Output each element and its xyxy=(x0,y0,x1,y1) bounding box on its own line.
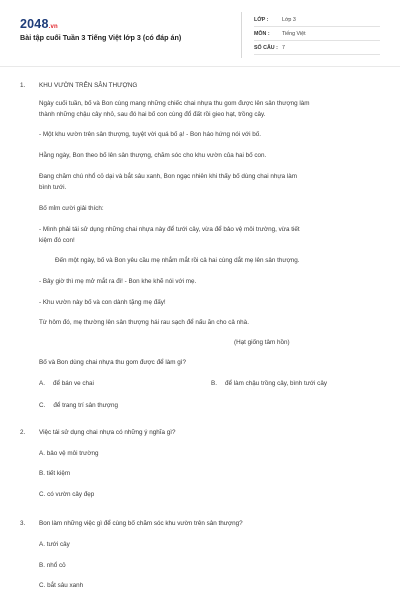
reading-line: - Một khu vườn trên sân thượng, tuyệt vời quá bố ạ! - Bon háo hứng nói với bố. xyxy=(39,131,262,138)
document-title: Bài tập cuối Tuần 3 Tiếng Việt lớp 3 (có đáp án) xyxy=(20,33,182,42)
logo-main: 2048 xyxy=(20,17,49,31)
answer-option-a[interactable] xyxy=(39,540,70,550)
meta-subject-row xyxy=(254,31,380,44)
meta-divider xyxy=(254,54,380,55)
meta-value: Lớp 3 xyxy=(282,17,296,23)
reading-line: - Bây giờ thì mẹ mở mắt ra đi! - Bon khe khẽ nói với mẹ. xyxy=(39,278,197,285)
answer-option-a[interactable] xyxy=(39,379,94,389)
option-text: để trang trí sân thượng xyxy=(53,402,119,409)
question-number: 3. xyxy=(20,520,26,527)
reading-line: kiệm đó con! xyxy=(39,237,75,244)
option-text: tưới cây xyxy=(46,541,70,548)
logo-suffix: .vn xyxy=(48,24,58,30)
question-text: Bon làm những việc gì để cùng bố chăm sóc khu vườn trên sân thượng? xyxy=(39,520,243,527)
option-letter: A. xyxy=(39,541,45,548)
meta-class-row xyxy=(254,17,380,30)
reading-line: thành những chậu cây nhỏ, sau đó hai bố con cùng đổ đất rồi gieo hạt, trồng cây. xyxy=(39,111,266,118)
answer-option-c[interactable] xyxy=(39,581,83,591)
meta-value: 7 xyxy=(282,45,285,51)
question-number: 2. xyxy=(20,429,26,436)
option-text: để bán ve chai xyxy=(52,380,94,387)
reading-line: Hằng ngày, Bon theo bố lên sân thượng, chăm sóc cho khu vườn của hai bố con. xyxy=(39,152,267,159)
option-text: tiết kiệm xyxy=(46,470,71,477)
option-letter: B. xyxy=(39,562,45,569)
reading-line: - Khu vườn này bố và con dành tặng mẹ đấy! xyxy=(39,299,166,306)
option-text: bắt sâu xanh xyxy=(47,582,84,589)
answer-option-a[interactable] xyxy=(39,449,98,459)
reading-line: bình tưới. xyxy=(39,184,67,191)
reading-title: KHU VƯỜN TRÊN SÂN THƯỢNG xyxy=(39,82,138,89)
answer-option-c[interactable] xyxy=(39,490,94,500)
option-letter: C. xyxy=(39,402,46,409)
meta-count-row xyxy=(254,45,380,58)
answer-option-b[interactable] xyxy=(39,561,66,571)
option-letter: A. xyxy=(39,380,45,387)
option-letter: A. xyxy=(39,450,45,457)
option-text: nhổ cỏ xyxy=(46,562,66,569)
reading-line: Bố mỉm cười giải thích: xyxy=(39,205,104,212)
reading-line: Từ hôm đó, mẹ thường lên sân thượng hái rau sạch để nấu ăn cho cả nhà. xyxy=(39,319,249,326)
meta-divider xyxy=(254,26,380,27)
option-text: có vườn cây đẹp xyxy=(47,491,95,498)
site-logo[interactable] xyxy=(20,17,58,31)
option-letter: C. xyxy=(39,491,46,498)
answer-option-c[interactable] xyxy=(39,401,118,411)
option-text: để làm chậu trồng cây, bình tưới cây xyxy=(224,380,327,387)
meta-value: Tiếng Việt xyxy=(282,31,306,37)
question-text: Bố và Bon dùng chai nhựa thu gom được để làm gì? xyxy=(39,359,186,366)
answer-option-b[interactable] xyxy=(211,379,327,389)
meta-label: LỚP : xyxy=(254,17,269,23)
reading-line: Ngày cuối tuần, bố và Bon cùng mang những chiếc chai nhựa thu gom được lên sân thượng làm xyxy=(39,100,310,107)
reading-line: - Mình phải tái sử dụng những chai nhựa này để tưới cây, vừa để bảo vệ môi trường, vừa tiết xyxy=(39,226,300,233)
reading-line: Đến một ngày, bố và Bon yêu cầu mẹ nhắm mắt rồi cả hai cùng dắt mẹ lên sân thượng. xyxy=(55,257,300,264)
option-letter: B. xyxy=(211,380,217,387)
meta-divider xyxy=(254,40,380,41)
meta-label: MÔN : xyxy=(254,31,270,37)
question-number: 1. xyxy=(20,82,26,89)
reading-source: (Hạt giống tâm hồn) xyxy=(234,339,290,346)
option-letter: B. xyxy=(39,470,45,477)
question-text: Việc tái sử dụng chai nhựa có những ý nghĩa gì? xyxy=(39,429,176,436)
header-divider xyxy=(241,12,242,58)
option-text: bảo vệ môi trường xyxy=(46,450,99,457)
meta-label: SỐ CÂU : xyxy=(254,45,278,51)
answer-option-b[interactable] xyxy=(39,469,70,479)
reading-line: Đang chăm chú nhổ cỏ dại và bắt sâu xanh, Bon ngạc nhiên khi thấy bố dùng chai nhựa làm xyxy=(39,173,298,180)
option-letter: C. xyxy=(39,582,46,589)
header-separator xyxy=(0,66,400,67)
